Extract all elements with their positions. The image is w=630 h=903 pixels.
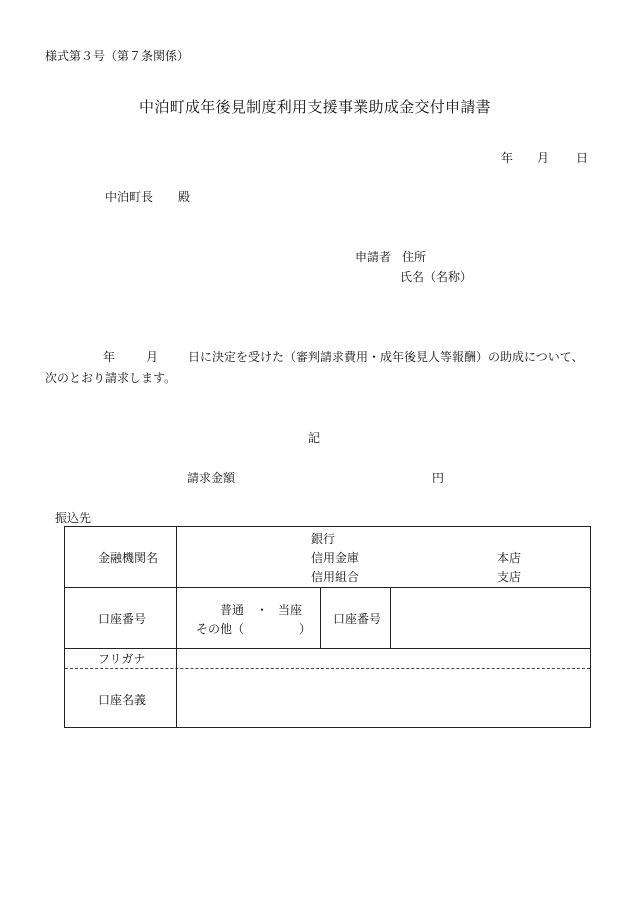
table-divider-dashed <box>65 668 590 669</box>
date-year-label: 年 <box>501 151 514 165</box>
transfer-table <box>64 526 591 728</box>
form-number: 様式第３号（第７条関係） <box>45 49 190 63</box>
account-type-row-label: 口座番号 <box>98 612 147 626</box>
body-year-label: 年 <box>103 350 116 364</box>
table-column-divider <box>176 527 177 728</box>
bank-type-shinkin: 信用金庫 <box>311 551 360 565</box>
transfer-destination-label: 振込先 <box>55 511 92 525</box>
addressee-suffix: 殿 <box>178 190 191 204</box>
applicant-label: 申請者 <box>355 250 392 264</box>
page-title: 中泊町成年後見制度利用支援事業助成金交付申請書 <box>139 98 491 116</box>
table-divider <box>65 587 590 588</box>
account-type-toza: 当座 <box>278 603 303 617</box>
branch-sub-label: 支店 <box>497 570 522 584</box>
body-text-rest: 日に決定を受けた（審判請求費用・成年後見人等報酬）の助成について、 <box>188 350 584 364</box>
table-divider <box>65 648 590 649</box>
date-day-label: 日 <box>576 151 589 165</box>
applicant-name-label: 氏名（名称） <box>400 270 473 284</box>
claim-amount-label: 請求金額 <box>187 471 236 485</box>
account-type-other: その他（ <box>196 622 245 636</box>
account-type-separator: ・ <box>256 603 269 617</box>
note-heading: 記 <box>308 431 321 445</box>
table-column-divider <box>320 587 321 648</box>
table-column-divider <box>390 587 391 648</box>
account-holder-label: 口座名義 <box>98 693 147 707</box>
branch-main-label: 本店 <box>497 551 522 565</box>
account-number-label: 口座番号 <box>333 612 382 626</box>
body-text-line2: 次のとおり請求します。 <box>45 371 177 385</box>
bank-type-bank: 銀行 <box>311 532 336 546</box>
applicant-address-label: 住所 <box>402 250 427 264</box>
date-month-label: 月 <box>537 151 550 165</box>
bank-name-label: 金融機関名 <box>98 551 159 565</box>
account-type-futsu: 普通 <box>220 603 245 617</box>
addressee-name: 中泊町長 <box>105 190 154 204</box>
claim-amount-unit: 円 <box>432 471 445 485</box>
body-month-label: 月 <box>146 350 159 364</box>
furigana-label: フリガナ <box>98 652 146 666</box>
account-type-other-close: ） <box>299 622 312 636</box>
bank-type-kumiai: 信用組合 <box>311 570 360 584</box>
body-text-line1 <box>45 351 584 363</box>
